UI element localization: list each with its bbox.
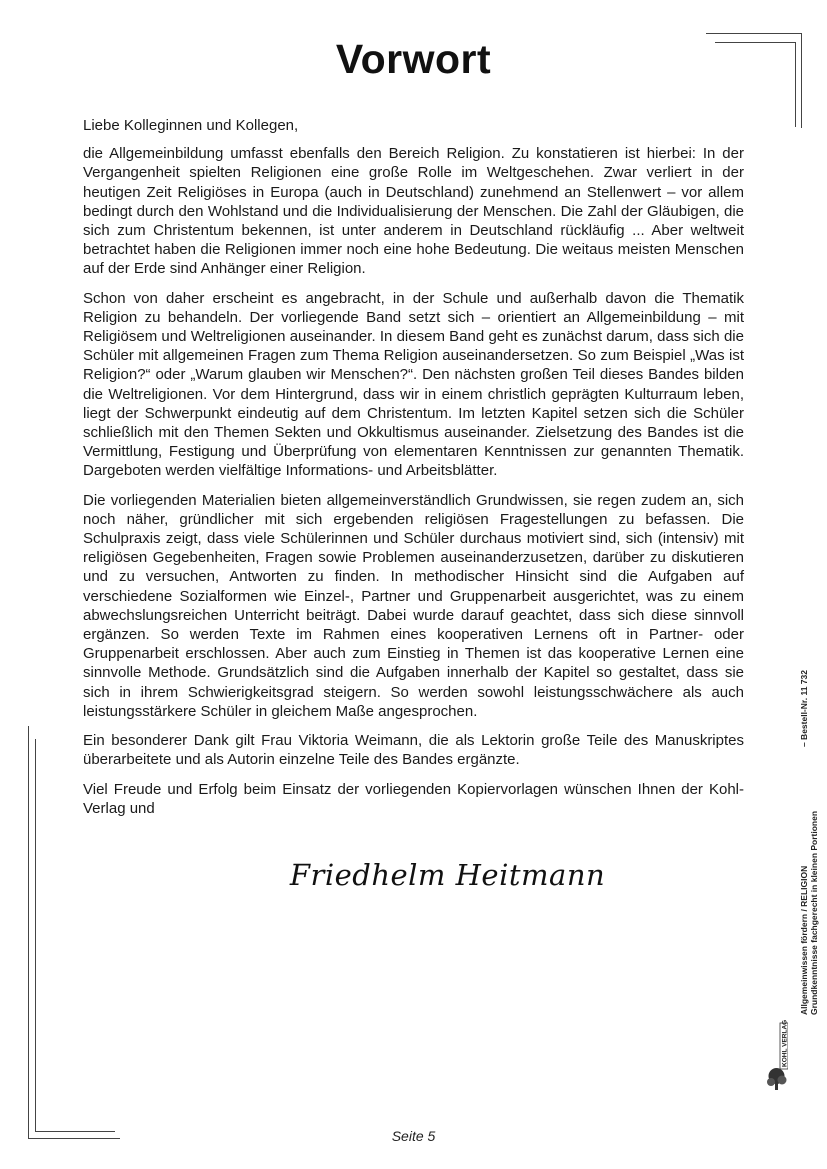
sidebar-line-2 — [809, 670, 819, 1015]
sidebar-series-info — [799, 670, 819, 1015]
paragraph-thematik: Schon von daher erscheint es angebracht, in der Schule und außerhalb davon die Thematik Religion zu behandeln. Der vorliegende Band setzt sich – orientiert an Allgemeinbildung – mit Religiösem und Weltreligionen auseinander. In diesem Band geht es zunächst darum, dass sich die Schüler mit allgemeinen Fragen zum Thema Religion auseinandersetzen. So zum Beispiel „Was ist Religion?“ oder „Warum glauben wir Menschen?“. Den nächsten großen Teil dieses Bandes bilden die Weltreligionen. Vor dem Hintergrund, dass wir in einem christlich geprägten Kulturraum leben, liegt der Schwerpunkt eindeutig auf dem Christentum. Im letzten Kapitel setzen sich die Schüler schließlich mit den Themen Sekten und Okkultismus auseinander. Zielsetzung des Bandes ist die Vermittlung, Festigung und Überprüfung von elementaren Kenntnissen zur genannten Thematik. Dargeboten werden vielfältige Informations- und Arbeitsblätter. — [83, 289, 744, 480]
publisher-logo-text: KOHL VERLAG — [781, 1020, 788, 1067]
body-text — [83, 116, 744, 828]
paragraph-dank: Ein besonderer Dank gilt Frau Viktoria Weimann, die als Lektorin große Teile des Manuskriptes überarbeitete und als Autorin einzelne Teile des Bandes ergänzte. — [83, 732, 744, 769]
greeting: Liebe Kolleginnen und Kollegen, — [83, 117, 299, 134]
publisher-logo — [766, 1020, 788, 1095]
page-title: Vorwort — [335, 36, 492, 82]
paragraph-intro: die Allgemeinbildung umfasst ebenfalls den Bereich Religion. Zu konstatieren ist hierbei: In der Vergangenheit spielten Religionen eine große Rolle im Weltgeschehen. Zwar verliert in der heutigen Zeit Religiöses in Europa (auch in Deutschland) zunehmend an Stellenwert – vor allem bedingt durch den Wohlstand und die Individualisierung der Menschen. Die Zahl der Gläubigen, die sich zum Christentum bekennen, ist unter anderem in Deutschland rückläufig ... Aber weltweit betrachtet haben die Religionen immer noch eine hohe Bedeutung. Die weitaus meisten Menschen auf der Erde sind Anhänger einer Religion. — [83, 145, 744, 278]
sidebar-line-1 — [799, 670, 809, 1015]
frame-top-line-outer — [706, 33, 802, 34]
frame-left-line-outer — [28, 726, 29, 1139]
series-title: Allgemeinwissen fördern / RELIGION — [799, 865, 809, 1015]
series-subtitle: Grundkenntnisse fachgerecht in kleinen Portionen — [809, 810, 819, 1015]
paragraph-closing: Viel Freude und Erfolg beim Einsatz der vorliegenden Kopiervorlagen wünschen Ihnen der Kohl-Verlag und — [83, 780, 744, 817]
order-number: – Bestell-Nr. 11 732 — [799, 670, 809, 748]
frame-left-line-inner — [35, 739, 36, 1132]
author-signature: Friedhelm Heitmann — [289, 858, 606, 892]
page-number: Seite 5 — [391, 1128, 436, 1144]
paragraph-materialien: Die vorliegenden Materialien bieten allgemeinverständlich Grundwissen, sie regen zudem an, sich noch näher, gründlicher mit sich ergebenden religiösen Fragestellungen zu befassen. Die Schulpraxis zeigt, dass viele Schülerinnen und Schüler durchaus motiviert sind, sich (intensiv) mit religiösen Gegebenheiten, Fragen sowie Problemen auseinanderzusetzen, darüber zu diskutieren und zu versuchen, Antworten zu finden. In methodischer Hinsicht sind die Aufgaben auf verschiedene Sozialformen wie Einzel-, Partner und Gruppenarbeit ausgerichtet, was zu einem abwechslungsreichen Unterricht beiträgt. Dabei wurde darauf geachtet, dass sich diese sinnvoll ergänzen. So werden Texte im Rahmen eines kooperativen Lernens oft in Partner- oder Gruppenarbeit erschlossen. Aber auch zum Einstieg in Themen ist das kooperative Lernen eine sinnvolle Methode. Grundsätzlich sind die Aufgaben innerhalb der Kapitel so gestaltet, dass sie sich in ihrem Schwierigkeitsgrad steigern. So werden sowohl leistungsschwächere als auch leistungsstärkere Schüler in gleichem Maße angesprochen. — [83, 491, 744, 720]
tree-icon — [767, 1068, 787, 1090]
